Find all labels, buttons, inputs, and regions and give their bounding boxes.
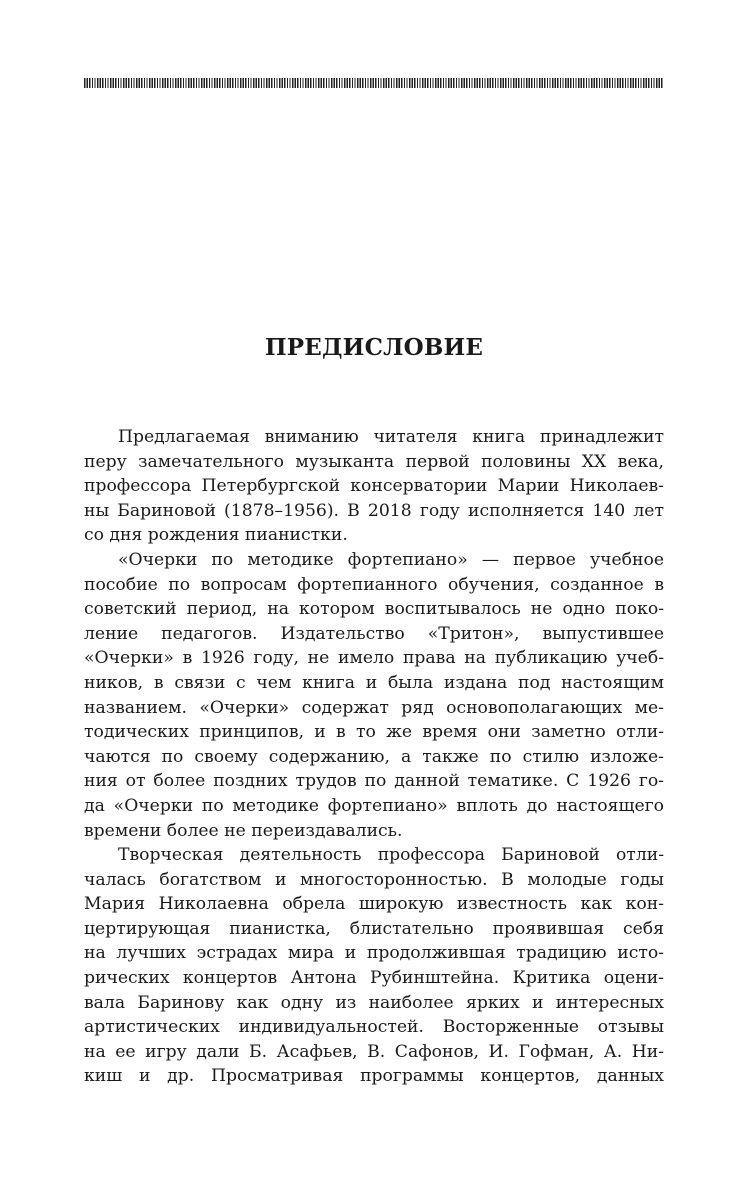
text-line: артистических индивидуальностей. Восторженные отзывы [84,1017,664,1038]
text-line: на лучших эстрадах мира и продолжившая традицию исто- [84,943,664,964]
text-line: цертирующая пианистка, блистательно проявившая себя [84,918,664,939]
chapter-title: ПРЕДИСЛОВИЕ [264,334,484,361]
text-line: перу замечательного музыканта первой половины XX века, [84,451,664,472]
text-line: «Очерки по методике фортепиано» — первое учебное [118,549,664,570]
text-line: рических концертов Антона Рубинштейна. Критика оцени- [84,968,664,989]
text-line: со дня рождения пианистки. [84,525,348,546]
text-line: ния от более поздних трудов по данной тематике. С 1926 го- [84,771,664,792]
text-line: ление педагогов. Издательство «Тритон», выпустившее [84,623,664,644]
text-line: названием. «Очерки» содержат ряд основополагающих ме- [84,697,664,718]
text-line: Предлагаемая вниманию читателя книга принадлежит [118,427,664,447]
text-line: на ее игру дали Б. Асафьев, В. Сафонов, И. Гофман, А. Ни- [84,1041,664,1062]
paragraph-1 [84,425,664,548]
paragraph-2 [84,548,664,843]
text-line: профессора Петербургской консерватории Марии Николаев- [84,476,664,497]
text-line: да «Очерки по методике фортепиано» вплоть до настоящего [84,795,664,816]
text-line: пособие по вопросам фортепианного обучения, созданное в [84,574,664,595]
body-text [84,425,664,1089]
text-line: тодических принципов, и в то же время они заметно отли- [84,722,664,743]
text-line: ны Бариновой (1878–1956). В 2018 году исполняется 140 лет [84,500,664,521]
text-line: киш и др. Просматривая программы концертов, данных [84,1066,664,1087]
text-line: Творческая деятельность профессора Бариновой отли- [118,845,664,866]
text-line: чалась богатством и многосторонностью. В молодые годы [84,869,664,890]
text-line: ников, в связи с чем книга и была издана под настоящим [84,672,664,693]
text-line: советский период, на котором воспитывалось не одно поко- [84,599,664,620]
text-line: времени более не переиздавались. [84,820,403,841]
text-line: «Очерки» в 1926 году, не имело права на публикацию учеб- [84,648,664,669]
paragraph-3 [84,843,664,1089]
text-line: вала Баринову как одну из наиболее ярких и интересных [84,992,664,1013]
text-line: чаются по своему содержанию, а также по стилю изложе- [84,746,664,767]
text-line: Мария Николаевна обрела широкую известность как кон- [84,894,664,915]
top-decorative-rule [84,78,664,88]
